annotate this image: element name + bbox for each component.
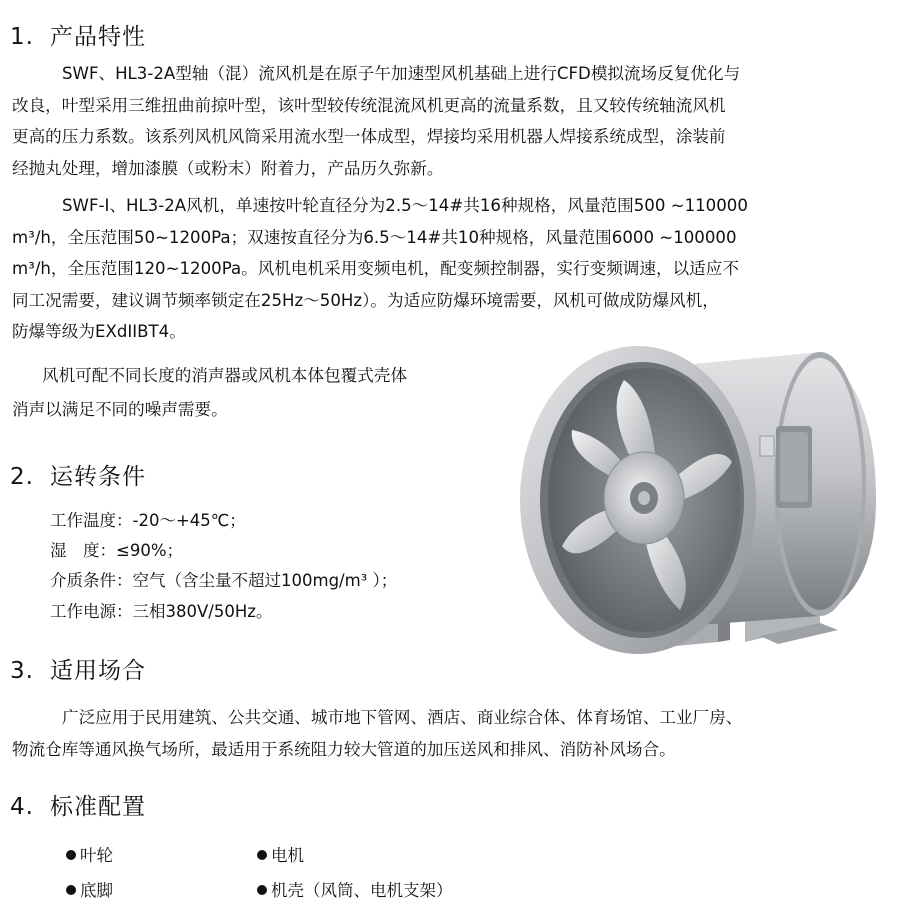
bullet-icon (257, 885, 267, 895)
s1-p2-line-1: SWF-I、HL3-2A风机，单速按叶轮直径分为2.5～14#共16种规格，风量范围500 ~110000 (62, 196, 748, 215)
section-2-title: 运转条件 (50, 464, 146, 490)
condition-medium: 介质条件：空气（含尘量不超过100mg/m³ ）； (50, 571, 398, 590)
section-2-number: 2. (10, 464, 34, 490)
s1-p3-line-2: 消声以满足不同的噪声需要。 (12, 400, 228, 419)
section-2-heading (10, 458, 146, 491)
s1-p2-line-5: 防爆等级为EXdIIBT4。 (12, 322, 186, 341)
config-item-casing: 机壳（风筒、电机支架） (257, 877, 453, 901)
s1-p2-line-4: 同工况需要，建议调节频率锁定在25Hz～50Hz）。为适应防爆环境需要，风机可做成防爆风机， (12, 290, 719, 310)
s1-p3-line-1: 风机可配不同长度的消声器或风机本体包覆式壳体 (42, 366, 408, 385)
axial-fan-image (520, 340, 910, 660)
config-item-base: 底脚 (66, 877, 113, 901)
s1-p2-line-3: m³/h，全压范围120~1200Pa。风机电机采用变频电机，配变频控制器，实行变频调速，以适应不 (12, 259, 739, 278)
s1-p1-line-2: 改良，叶型采用三维扭曲前掠叶型，该叶型较传统混流风机更高的流量系数，且又较传统轴流风机 (12, 95, 726, 115)
s3-line-2: 物流仓库等通风换气场所，最适用于系统阻力较大管道的加压送风和排风、消防补风场合。 (12, 740, 676, 759)
s1-p2-line-2: m³/h，全压范围50~1200Pa；双速按直径分为6.5～14#共10种规格，风量范围6000 ~100000 (12, 227, 737, 247)
condition-temperature: 工作温度：-20～+45℃； (50, 511, 246, 530)
section-1-title: 产品特性 (50, 24, 146, 50)
section-3-heading (10, 652, 146, 685)
condition-power: 工作电源：三相380V/50Hz。 (50, 602, 273, 621)
section-1-heading (10, 18, 146, 51)
section-3-number: 3. (10, 658, 34, 684)
bullet-icon (66, 885, 76, 895)
s3-line-1: 广泛应用于民用建筑、公共交通、城市地下管网、酒店、商业综合体、体育场馆、工业厂房、 (62, 708, 743, 727)
bullet-icon (257, 850, 267, 860)
s1-p1-line-3: 更高的压力系数。该系列风机风筒采用流水型一体成型，焊接均采用机器人焊接系统成型，涂装前 (12, 127, 726, 146)
config-item-motor: 电机 (257, 842, 304, 866)
section-1-number: 1. (10, 24, 34, 50)
condition-humidity: 湿 度：≤90%； (50, 541, 183, 560)
section-4-heading (10, 788, 146, 821)
s1-p1-line-1: SWF、HL3-2A型轴（混）流风机是在原子午加速型风机基础上进行CFD模拟流场反复优化与 (62, 64, 741, 83)
s1-p1-line-4: 经抛丸处理，增加漆膜（或粉末）附着力，产品历久弥新。 (12, 158, 444, 178)
config-item-impeller: 叶轮 (66, 842, 113, 866)
section-4-title: 标准配置 (50, 794, 146, 820)
section-4-number: 4. (10, 794, 34, 820)
section-3-title: 适用场合 (50, 658, 146, 684)
bullet-icon (66, 850, 76, 860)
